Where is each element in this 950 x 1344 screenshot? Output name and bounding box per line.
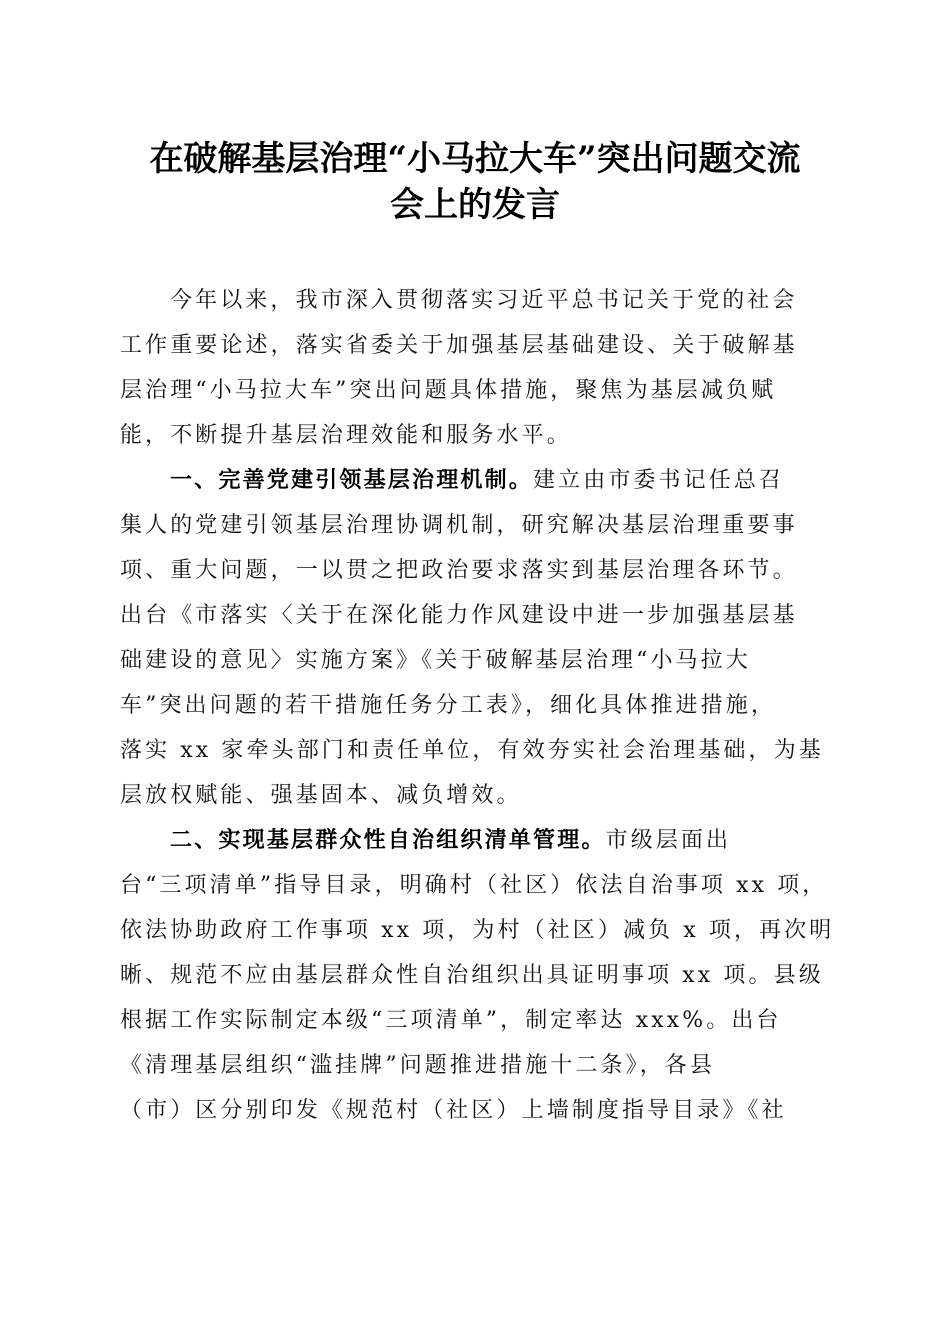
section-2-first-line-text: 市级层面出 [605,828,732,853]
text-line: 层放权赋能、强基固本、减负增效。 [120,783,522,808]
text-line: 台“三项清单”指导目录，明确村（社区）依法自治事项 xx 项， [120,873,828,898]
title-line-1: 在破解基层治理“小马拉大车”突出问题交流 [149,139,801,179]
text-line [120,818,830,863]
document-title [100,136,850,228]
section-heading-2: 二、实现基层群众性自治组织清单管理。 [170,828,606,853]
text-line: 层治理“小马拉大车”突出问题具体措施，聚焦为基层减负赋 [120,378,777,403]
paragraph-section-2 [120,818,835,1133]
section-heading-1: 一、完善党建引领基层治理机制。 [170,468,534,493]
text-line: 出台《市落实〈关于在深化能力作风建设中进一步加强基层基 [120,603,798,628]
text-line: 集人的党建引领基层治理协调机制，研究解决基层治理重要事 [120,513,798,538]
document-body [120,278,835,1133]
text-line: 项、重大问题，一以贯之把政治要求落实到基层治理各环节。 [120,558,798,583]
text-line: 《清理基层组织“滥挂牌”问题推进措施十二条》，各县 [120,1053,715,1078]
text-line: 车”突出问题的若干措施任务分工表》，细化具体推进措施， [120,693,776,718]
text-line: （市）区分别印发《规范村（社区）上墙制度指导目录》《社 [120,1098,787,1123]
text-line [120,458,830,503]
text-line: 工作重要论述，落实省委关于加强基层基础建设、关于破解基 [120,333,798,358]
text-line: 根据工作实际制定本级“三项清单”，制定率达 xxx%。出台 [120,1008,782,1033]
text-line: 依法协助政府工作事项 xx 项，为村（社区）减负 x 项，再次明 [120,918,835,943]
text-line: 础建设的意见〉实施方案》《关于破解基层治理“小马拉大 [120,648,751,673]
text-line: 晰、规范不应由基层群众性自治组织出具证明事项 xx 项。县级 [120,963,824,988]
paragraph-section-1 [120,458,830,818]
text-line: 今年以来，我市深入贯彻落实习近平总书记关于党的社会 [170,288,798,313]
section-1-first-line-text: 建立由市委书记任总召 [533,468,785,493]
text-line: 落实 xx 家牵头部门和责任单位，有效夯实社会治理基础，为基 [120,738,824,763]
text-line: 能，不断提升基层治理效能和服务水平。 [120,423,572,448]
paragraph-intro [120,278,830,458]
title-line-2: 会上的发言 [390,185,560,225]
